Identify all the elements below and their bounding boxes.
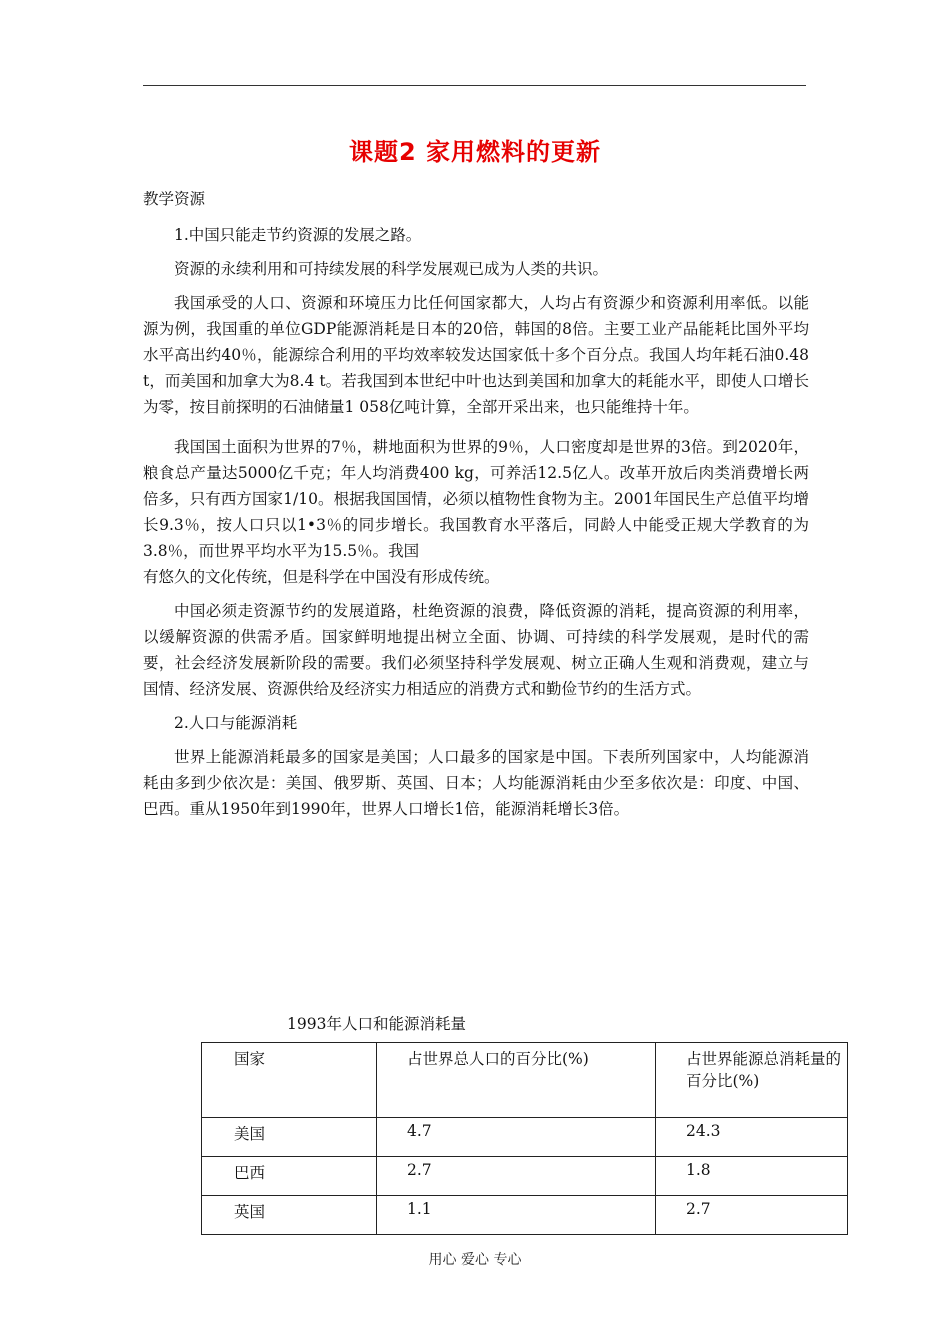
table-row [202, 1157, 848, 1196]
header-population-share: 占世界总人口的百分比(%) [377, 1043, 656, 1118]
article-body [143, 186, 809, 830]
paragraph-7: 2.人口与能源消耗 [174, 714, 298, 732]
cell-energy-share: 2.7 [656, 1196, 848, 1235]
header-country: 国家 [202, 1043, 377, 1118]
paragraph-2: 资源的永续利用和可持续发展的科学发展观已成为人类的共识。 [174, 260, 609, 278]
cell-energy-share: 1.8 [656, 1157, 848, 1196]
paragraph-8: 世界上能源消耗最多的国家是美国；人口最多的国家是中国。下表所列国家中，人均能源消耗由多到少依次是：美国、俄罗斯、英国、日本；人均能源消耗由少至多依次是：印度、中国、巴西。重从1950年到1990年，世界人口增长1倍，能源消耗增长3倍。 [143, 748, 809, 818]
table-row [202, 1196, 848, 1235]
table-caption: 1993年人口和能源消耗量 [287, 1015, 466, 1033]
section-heading: 教学资源 [143, 190, 206, 208]
paragraph-1: 1.中国只能走节约资源的发展之路。 [174, 226, 422, 244]
cell-population-share: 4.7 [377, 1118, 656, 1157]
cell-population-share: 1.1 [377, 1196, 656, 1235]
cell-country: 英国 [202, 1196, 377, 1235]
cell-country: 美国 [202, 1118, 377, 1157]
paragraph-5: 有悠久的文化传统，但是科学在中国没有形成传统。 [143, 568, 500, 586]
table-row [202, 1118, 848, 1157]
header-rule [143, 85, 806, 86]
cell-energy-share: 24.3 [656, 1118, 848, 1157]
energy-table [201, 1042, 848, 1235]
paragraph-4: 我国国土面积为世界的7％，耕地面积为世界的9％，人口密度却是世界的3倍。到2020年，粮食总产量达5000亿千克；年人均消费400 kg，可养活12.5亿人。改革开放后肉类消费增长两倍多，只有西方国家1/10。根据我国国情，必须以植物性食物为主。2001年国民生产总值平均增长9.3％，按人口只以1•3％的同步增长。我国教育水平落后，同龄人中能受正规大学教育的为3.8％，而世界平均水平为15.5％。我国 [143, 438, 809, 560]
table-header-row [202, 1043, 848, 1118]
page-footer: 用心 爱心 专心 [428, 1252, 522, 1268]
cell-population-share: 2.7 [377, 1157, 656, 1196]
page-title: 课题2 家用燃料的更新 [348, 138, 602, 166]
paragraph-6: 中国必须走资源节约的发展道路，杜绝资源的浪费，降低资源的消耗，提高资源的利用率，以缓解资源的供需矛盾。国家鲜明地提出树立全面、协调、可持续的科学发展观，是时代的需要，社会经济发展新阶段的需要。我们必须坚持科学发展观、树立正确人生观和消费观，建立与国情、经济发展、资源供给及经济实力相适应的消费方式和勤俭节约的生活方式。 [143, 602, 809, 698]
cell-country: 巴西 [202, 1157, 377, 1196]
header-energy-share: 占世界能源总消耗量的百分比(%) [656, 1043, 848, 1118]
paragraph-3: 我国承受的人口、资源和环境压力比任何国家都大，人均占有资源少和资源利用率低。以能源为例，我国重的单位GDP能源消耗是日本的20倍，韩国的8倍。主要工业产品能耗比国外平均水平高出约40％，能源综合利用的平均效率较发达国家低十多个百分点。我国人均年耗石油0.48 t，而美国和加拿大为8.4 t。若我国到本世纪中叶也达到美国和加拿大的耗能水平，即使人口增长为零，按目前探明的石油储量1 058亿吨计算，全部开采出来，也只能维持十年。 [143, 294, 809, 416]
